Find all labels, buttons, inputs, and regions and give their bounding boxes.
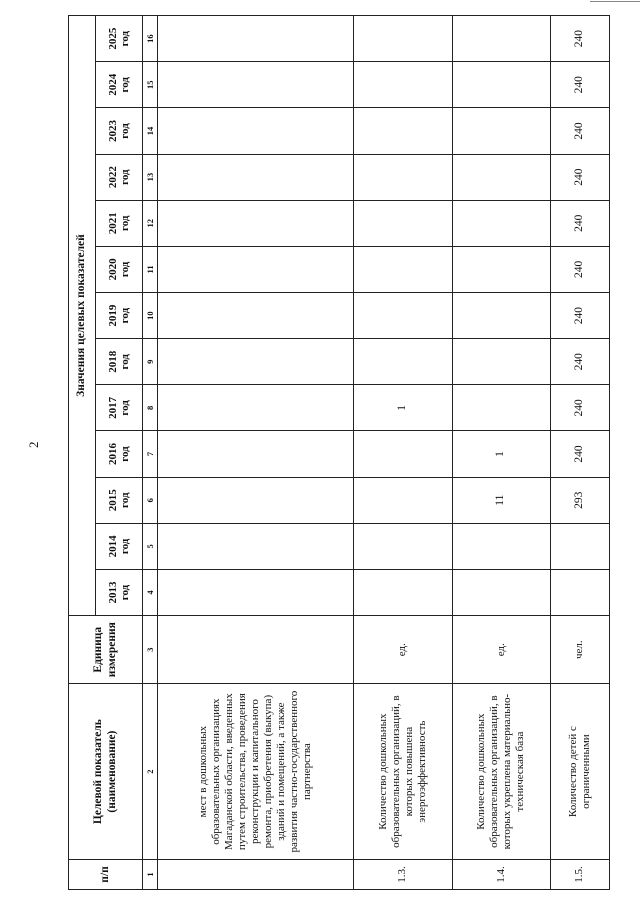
indicator-value bbox=[158, 339, 354, 385]
header-year: 2023 год bbox=[96, 108, 143, 154]
indicator-value: 240 bbox=[550, 154, 609, 200]
unit-of-measure: ед. bbox=[452, 616, 550, 684]
column-index: 16 bbox=[143, 16, 158, 62]
indicator-value bbox=[354, 523, 452, 569]
page-number: 2 bbox=[26, 441, 41, 448]
indicator-name: Количество дошкольных образовательных организаций, в которых повышена энергоэффективность bbox=[354, 684, 452, 860]
indicator-value bbox=[158, 385, 354, 431]
indicator-value bbox=[158, 16, 354, 62]
header-values-group: Значения целевых показателей bbox=[69, 16, 96, 616]
indicator-value bbox=[354, 339, 452, 385]
indicator-name: Количество детей с ограниченными bbox=[550, 684, 609, 860]
indicator-value bbox=[354, 246, 452, 292]
header-num: п/п bbox=[69, 859, 143, 889]
column-index: 11 bbox=[143, 246, 158, 292]
indicator-value bbox=[158, 523, 354, 569]
column-index: 10 bbox=[143, 293, 158, 339]
indicator-value bbox=[452, 16, 550, 62]
indicator-value: 240 bbox=[550, 200, 609, 246]
unit-of-measure: ед. bbox=[354, 616, 452, 684]
header-year: 2020 год bbox=[96, 246, 143, 292]
header-year: 2025 год bbox=[96, 16, 143, 62]
indicator-value: 1 bbox=[354, 385, 452, 431]
indicator-value bbox=[354, 293, 452, 339]
indicator-value bbox=[158, 293, 354, 339]
table-row bbox=[452, 16, 550, 890]
header-year: 2017 год bbox=[96, 385, 143, 431]
indicator-value bbox=[452, 154, 550, 200]
indicator-value: 293 bbox=[550, 477, 609, 523]
indicator-value bbox=[158, 246, 354, 292]
target-indicators-table bbox=[68, 15, 610, 890]
indicator-value: 240 bbox=[550, 385, 609, 431]
indicator-value bbox=[158, 431, 354, 477]
indicator-value bbox=[158, 200, 354, 246]
indicator-value bbox=[452, 200, 550, 246]
indicator-value bbox=[158, 62, 354, 108]
indicator-value: 240 bbox=[550, 339, 609, 385]
table-row bbox=[354, 16, 452, 890]
unit-of-measure: чел. bbox=[550, 616, 609, 684]
indicator-value bbox=[158, 154, 354, 200]
indicator-value: 240 bbox=[550, 62, 609, 108]
indicator-value bbox=[158, 569, 354, 615]
row-number: 1.3. bbox=[354, 859, 452, 889]
indicator-value bbox=[452, 569, 550, 615]
indicator-value bbox=[550, 523, 609, 569]
indicator-value: 240 bbox=[550, 108, 609, 154]
indicator-value: 240 bbox=[550, 431, 609, 477]
indicator-value bbox=[354, 569, 452, 615]
column-index: 7 bbox=[143, 431, 158, 477]
column-index: 9 bbox=[143, 339, 158, 385]
indicator-value bbox=[354, 200, 452, 246]
header-year: 2019 год bbox=[96, 293, 143, 339]
header-name: Целевой показатель (наименование) bbox=[69, 684, 143, 860]
indicator-value: 11 bbox=[452, 477, 550, 523]
row-number bbox=[158, 859, 354, 889]
indicator-value bbox=[452, 293, 550, 339]
indicator-value: 240 bbox=[550, 246, 609, 292]
column-index: 2 bbox=[143, 684, 158, 860]
header-year: 2015 год bbox=[96, 477, 143, 523]
header-year: 2014 год bbox=[96, 523, 143, 569]
indicator-value bbox=[452, 246, 550, 292]
header-unit: Единица измерения bbox=[69, 616, 143, 684]
indicator-value bbox=[452, 385, 550, 431]
header-year: 2024 год bbox=[96, 62, 143, 108]
indicator-value bbox=[354, 431, 452, 477]
column-index: 3 bbox=[143, 616, 158, 684]
row-number: 1.4. bbox=[452, 859, 550, 889]
column-index: 15 bbox=[143, 62, 158, 108]
indicator-value bbox=[452, 108, 550, 154]
indicator-value bbox=[354, 108, 452, 154]
indicator-value: 240 bbox=[550, 16, 609, 62]
column-index: 14 bbox=[143, 108, 158, 154]
indicator-value: 240 bbox=[550, 293, 609, 339]
top-edge-line bbox=[590, 1, 640, 2]
indicator-value bbox=[354, 154, 452, 200]
indicator-value bbox=[550, 569, 609, 615]
rotated-table-sheet bbox=[68, 15, 610, 890]
unit-of-measure bbox=[158, 616, 354, 684]
header-year: 2018 год bbox=[96, 339, 143, 385]
header-year: 2021 год bbox=[96, 200, 143, 246]
column-index: 12 bbox=[143, 200, 158, 246]
table-row bbox=[158, 16, 354, 890]
indicator-value bbox=[158, 108, 354, 154]
table-row bbox=[550, 16, 609, 890]
indicator-value bbox=[354, 16, 452, 62]
column-index: 13 bbox=[143, 154, 158, 200]
indicator-value bbox=[354, 62, 452, 108]
indicator-value bbox=[452, 62, 550, 108]
indicator-value bbox=[354, 477, 452, 523]
indicator-value bbox=[452, 339, 550, 385]
header-year: 2013 год bbox=[96, 569, 143, 615]
column-index: 4 bbox=[143, 569, 158, 615]
header-year: 2016 год bbox=[96, 431, 143, 477]
column-index: 8 bbox=[143, 385, 158, 431]
row-number: 1.5. bbox=[550, 859, 609, 889]
header-year: 2022 год bbox=[96, 154, 143, 200]
column-index: 5 bbox=[143, 523, 158, 569]
indicator-value: 1 bbox=[452, 431, 550, 477]
indicator-value bbox=[452, 523, 550, 569]
column-index: 6 bbox=[143, 477, 158, 523]
indicator-name: Количество дошкольных образовательных организаций, в которых укреплена материально-техническая база bbox=[452, 684, 550, 860]
indicator-value bbox=[158, 477, 354, 523]
indicator-name: мест в дошкольных образовательных организациях Магаданской области, введенных путем строительства, проведения реконструкции и капитального ремонта, приобретения (выкупа) зданий и помещений, а также развития частно-государственного партнерства bbox=[158, 684, 354, 860]
column-index: 1 bbox=[143, 859, 158, 889]
